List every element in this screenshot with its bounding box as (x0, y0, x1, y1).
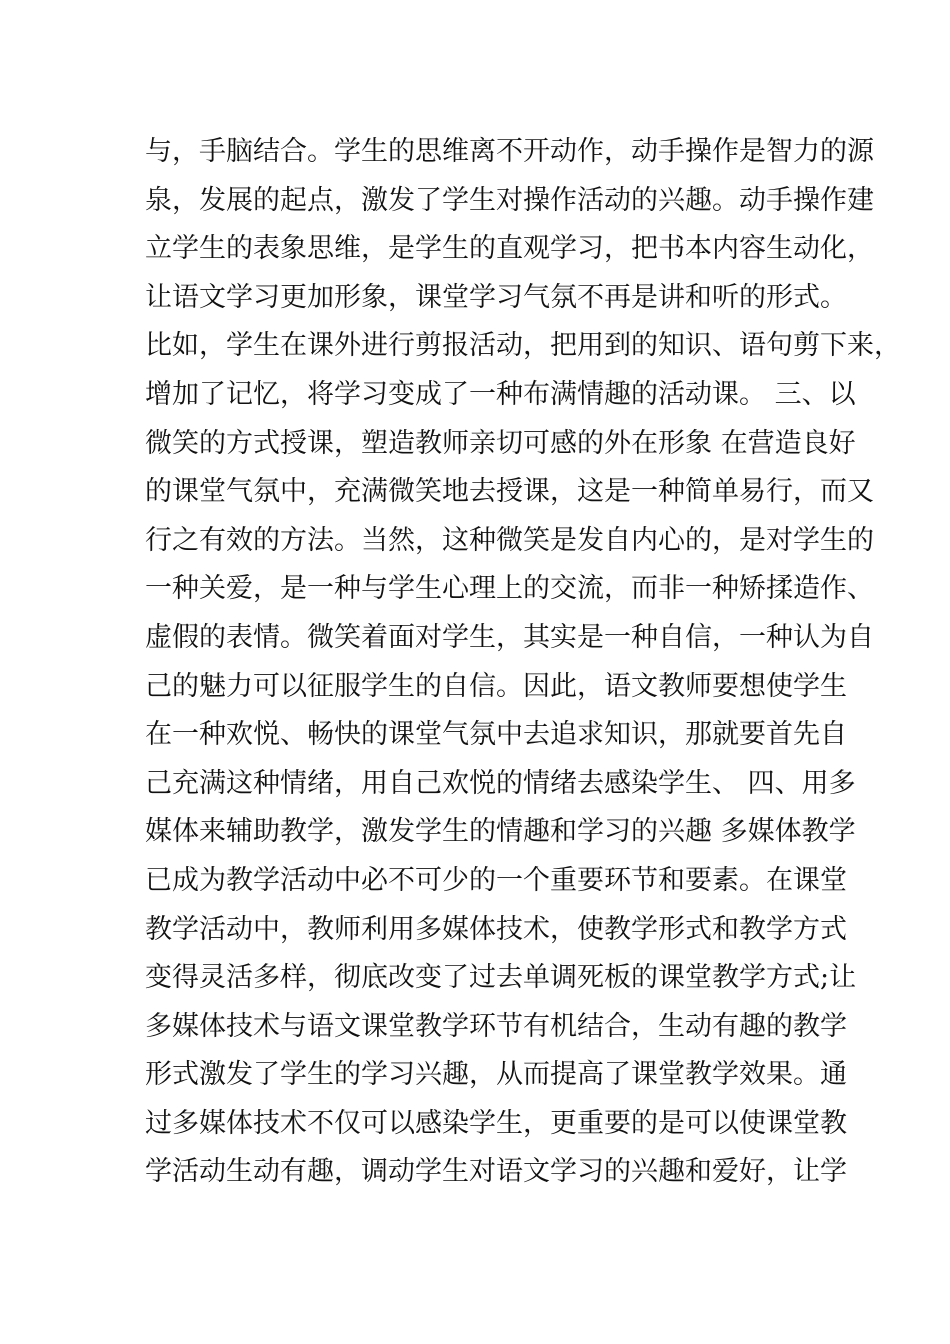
text-line-14: 己充满这种情绪，用自己欢悦的情绪去感染学生、 四、用多 (145, 767, 856, 799)
text-line-11: 虚假的表情。微笑着面对学生，其实是一种自信，一种认为自 (145, 621, 874, 653)
text-line-3: 立学生的表象思维，是学生的直观学习，把书本内容生动化， (145, 233, 874, 265)
text-line-18: 变得灵活多样，彻底改变了过去单调死板的课堂教学方式;让 (145, 962, 857, 994)
text-line-20: 形式激发了学生的学习兴趣，从而提高了课堂教学效果。通 (145, 1059, 847, 1091)
text-line-17: 教学活动中，教师利用多媒体技术，使教学形式和教学方式 (145, 913, 847, 945)
text-line-21: 过多媒体技术不仅可以感染学生，更重要的是可以使课堂教 (145, 1107, 847, 1139)
text-line-7: 微笑的方式授课，塑造教师亲切可感的外在形象 在营造良好 (145, 427, 856, 459)
text-line-4: 让语文学习更加形象，课堂学习气氛不再是讲和听的形式。 (145, 281, 847, 313)
text-line-15: 媒体来辅助教学，激发学生的情趣和学习的兴趣 多媒体教学 (145, 816, 856, 848)
text-line-8: 的课堂气氛中，充满微笑地去授课，这是一种简单易行，而又 (145, 476, 874, 508)
text-line-1: 与，手脑结合。学生的思维离不开动作，动手操作是智力的源 (145, 136, 874, 167)
text-line-10: 一种关爱，是一种与学生心理上的交流，而非一种矫揉造作、 (145, 573, 874, 605)
text-line-5: 比如，学生在课外进行剪报活动，把用到的知识、语句剪下来， (145, 330, 901, 362)
body-text (145, 128, 901, 1197)
text-line-6: 增加了记忆，将学习变成了一种布满情趣的活动课。 三、以 (145, 378, 856, 410)
text-line-19: 多媒体技术与语文课堂教学环节有机结合，生动有趣的教学 (145, 1010, 847, 1042)
text-line-12: 己的魅力可以征服学生的自信。因此，语文教师要想使学生 (145, 670, 847, 702)
text-line-16: 已成为教学活动中必不可少的一个重要环节和要素。在课堂 (145, 864, 847, 896)
text-line-9: 行之有效的方法。当然，这种微笑是发自内心的，是对学生的 (145, 524, 874, 556)
text-line-22: 学活动生动有趣，调动学生对语文学习的兴趣和爱好，让学 (145, 1156, 847, 1188)
text-line-2: 泉，发展的起点，激发了学生对操作活动的兴趣。动手操作建 (145, 184, 874, 216)
text-line-13: 在一种欢悦、畅快的课堂气氛中去追求知识，那就要首先自 (145, 719, 847, 751)
